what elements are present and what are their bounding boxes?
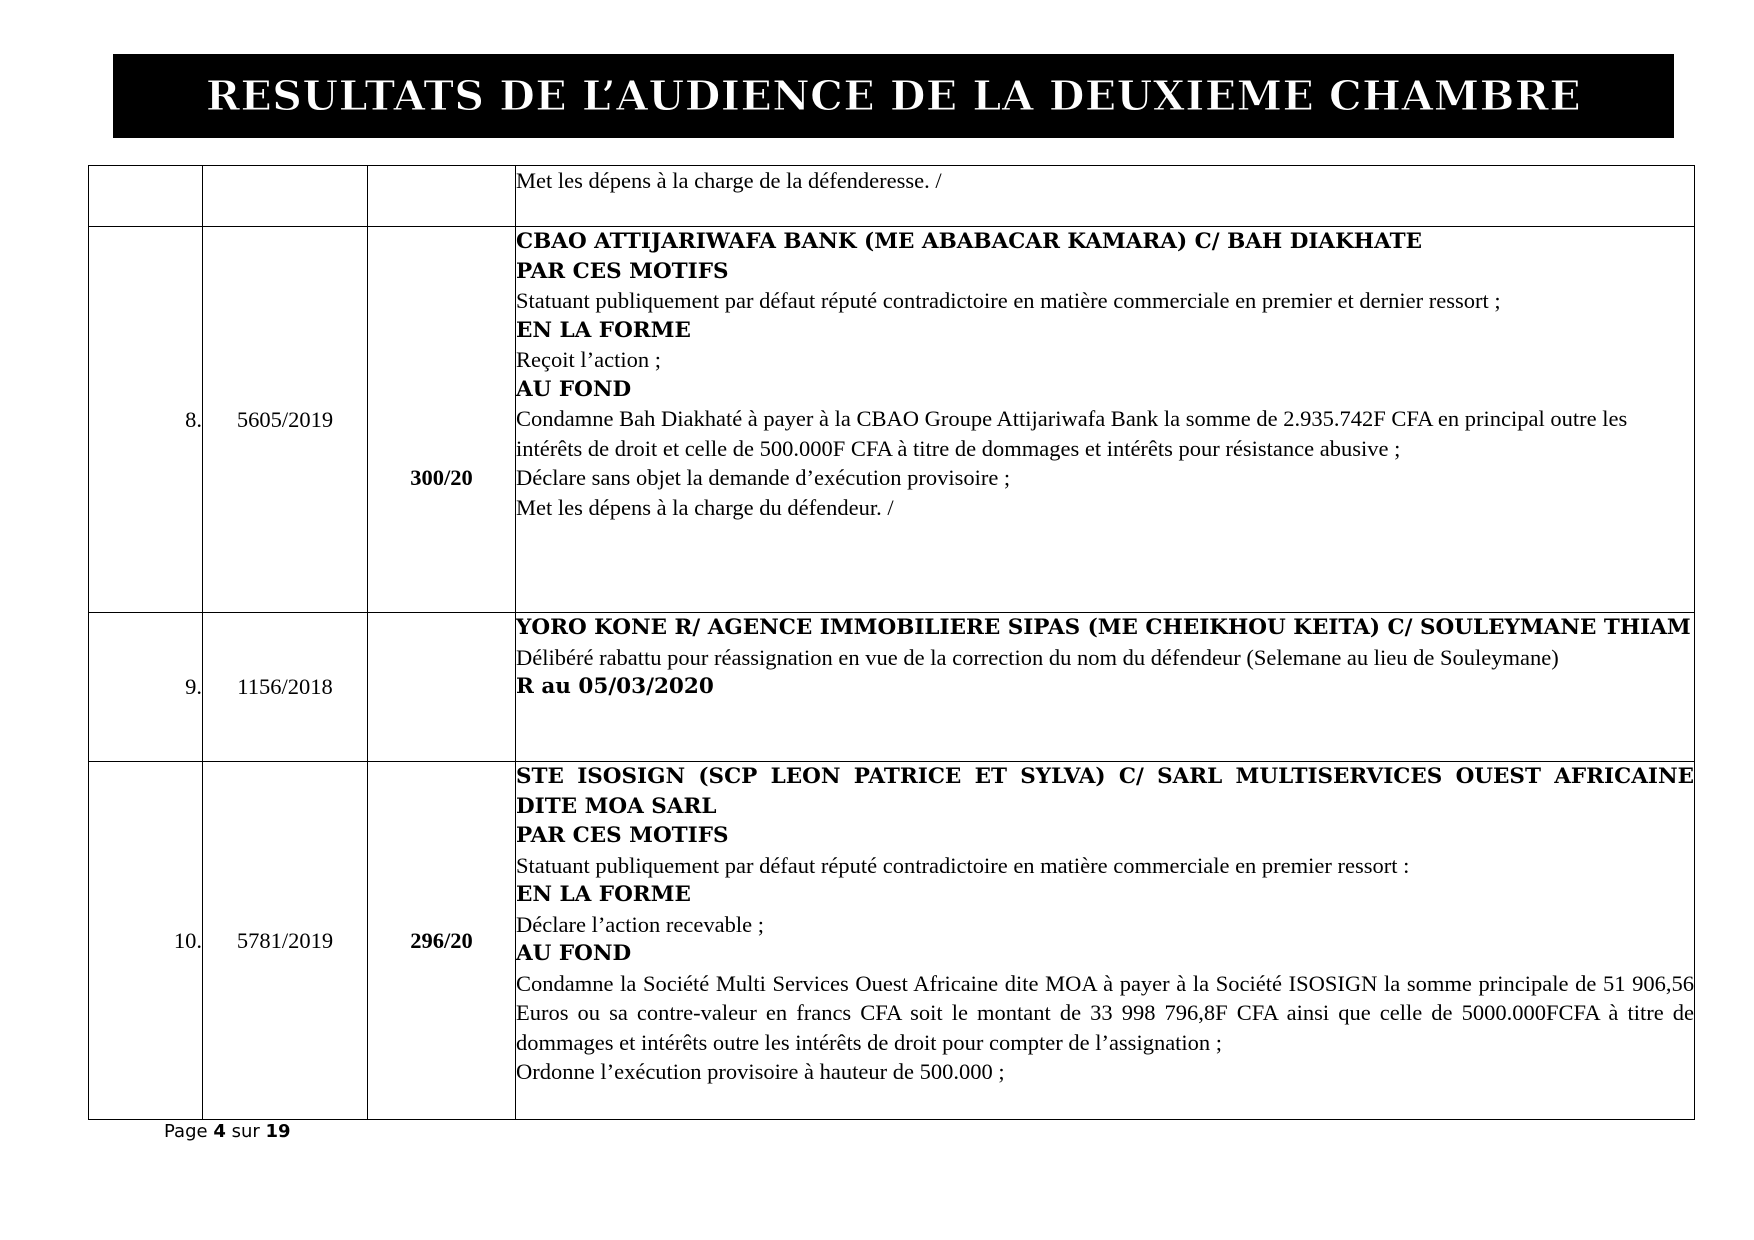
header-banner bbox=[113, 54, 1674, 138]
parties-heading: STE ISOSIGN (SCP LEON PATRICE ET SYLVA) C/ SARL MULTISERVICES OUEST AFRICAINE DITE MOA SARL bbox=[516, 764, 1694, 819]
ruling-text bbox=[516, 166, 1695, 227]
parties-heading: CBAO ATTIJARIWAFA BANK (ME ABABACAR KAMARA) C/ BAH DIAKHATE bbox=[516, 229, 1422, 254]
section-heading: PAR CES MOTIFS bbox=[516, 258, 729, 284]
ruling-line: Déclare l’action recevable ; bbox=[516, 911, 764, 937]
table-row bbox=[89, 613, 1695, 762]
section-heading: AU FOND bbox=[516, 376, 632, 402]
ruling-line: Délibéré rabattu pour réassignation en vue de la correction du nom du défendeur (Selemane au lieu de Souleymane) bbox=[516, 644, 1559, 670]
decision-number: 300/20 bbox=[368, 227, 516, 613]
decision-number bbox=[368, 166, 516, 227]
footer-page-total: 19 bbox=[265, 1121, 291, 1142]
ruling-line: Met les dépens à la charge de la défenderesse. / bbox=[516, 168, 942, 193]
ruling-text bbox=[516, 762, 1695, 1120]
row-number bbox=[89, 166, 203, 227]
page-footer bbox=[164, 1121, 291, 1142]
row-number: 10. bbox=[89, 762, 203, 1120]
page-title: RESULTATS DE L’AUDIENCE DE LA DEUXIEME CHAMBRE bbox=[205, 72, 1582, 120]
table-row bbox=[89, 166, 1695, 227]
parties-heading: YORO KONE R/ AGENCE IMMOBILIERE SIPAS (ME CHEIKHOU KEITA) C/ SOULEYMANE THIAM bbox=[516, 615, 1691, 640]
ruling-line: Reçoit l’action ; bbox=[516, 347, 661, 372]
table-row bbox=[89, 762, 1695, 1120]
ruling-line: Statuant publiquement par défaut réputé contradictoire en matière commerciale en premier et dernier ressort ; bbox=[516, 288, 1501, 313]
footer-page-number: 4 bbox=[213, 1121, 226, 1142]
section-heading: EN LA FORME bbox=[516, 317, 691, 343]
results-table bbox=[88, 165, 1695, 1120]
case-number: 5605/2019 bbox=[203, 227, 368, 613]
row-number: 8. bbox=[89, 227, 203, 613]
case-number bbox=[203, 166, 368, 227]
section-heading: AU FOND bbox=[516, 941, 632, 966]
ruling-line: Déclare sans objet la demande d’exécution provisoire ; bbox=[516, 465, 1011, 490]
ruling-line: Ordonne l’exécution provisoire à hauteur de 500.000 ; bbox=[516, 1059, 1005, 1084]
footer-of-label: sur bbox=[231, 1121, 260, 1142]
decision-number bbox=[368, 613, 516, 762]
footer-page-label: Page bbox=[164, 1121, 208, 1142]
section-heading: PAR CES MOTIFS bbox=[516, 823, 729, 848]
hearing-date: R au 05/03/2020 bbox=[516, 674, 714, 699]
ruling-line: Condamne la Société Multi Services Ouest Africaine dite MOA à payer à la Société ISOSIGN la somme principale de 51 906,56 Euros ou sa contre-valeur en francs CFA soit le montant de 33 998 796,8F CFA ainsi que celle de 5000.000FCFA à titre de dommages et intérêts outre les intérêts de droit pour compter de l’assignation ; bbox=[516, 970, 1694, 1055]
ruling-line: Condamne Bah Diakhaté à payer à la CBAO Groupe Attijariwafa Bank la somme de 2.935.742F CFA en principal outre les intérêts de droit et celle de 500.000F CFA à titre de dommages et intérêts pour résistance abusive ; bbox=[516, 406, 1628, 461]
ruling-text bbox=[516, 227, 1695, 613]
section-heading: EN LA FORME bbox=[516, 882, 691, 907]
ruling-line: Met les dépens à la charge du défendeur. / bbox=[516, 494, 894, 520]
case-number: 5781/2019 bbox=[203, 762, 368, 1120]
decision-number: 296/20 bbox=[368, 762, 516, 1120]
case-number: 1156/2018 bbox=[203, 613, 368, 762]
ruling-text bbox=[516, 613, 1695, 762]
table-row bbox=[89, 227, 1695, 613]
ruling-line: Statuant publiquement par défaut réputé contradictoire en matière commerciale en premier ressort : bbox=[516, 852, 1410, 878]
row-number: 9. bbox=[89, 613, 203, 762]
